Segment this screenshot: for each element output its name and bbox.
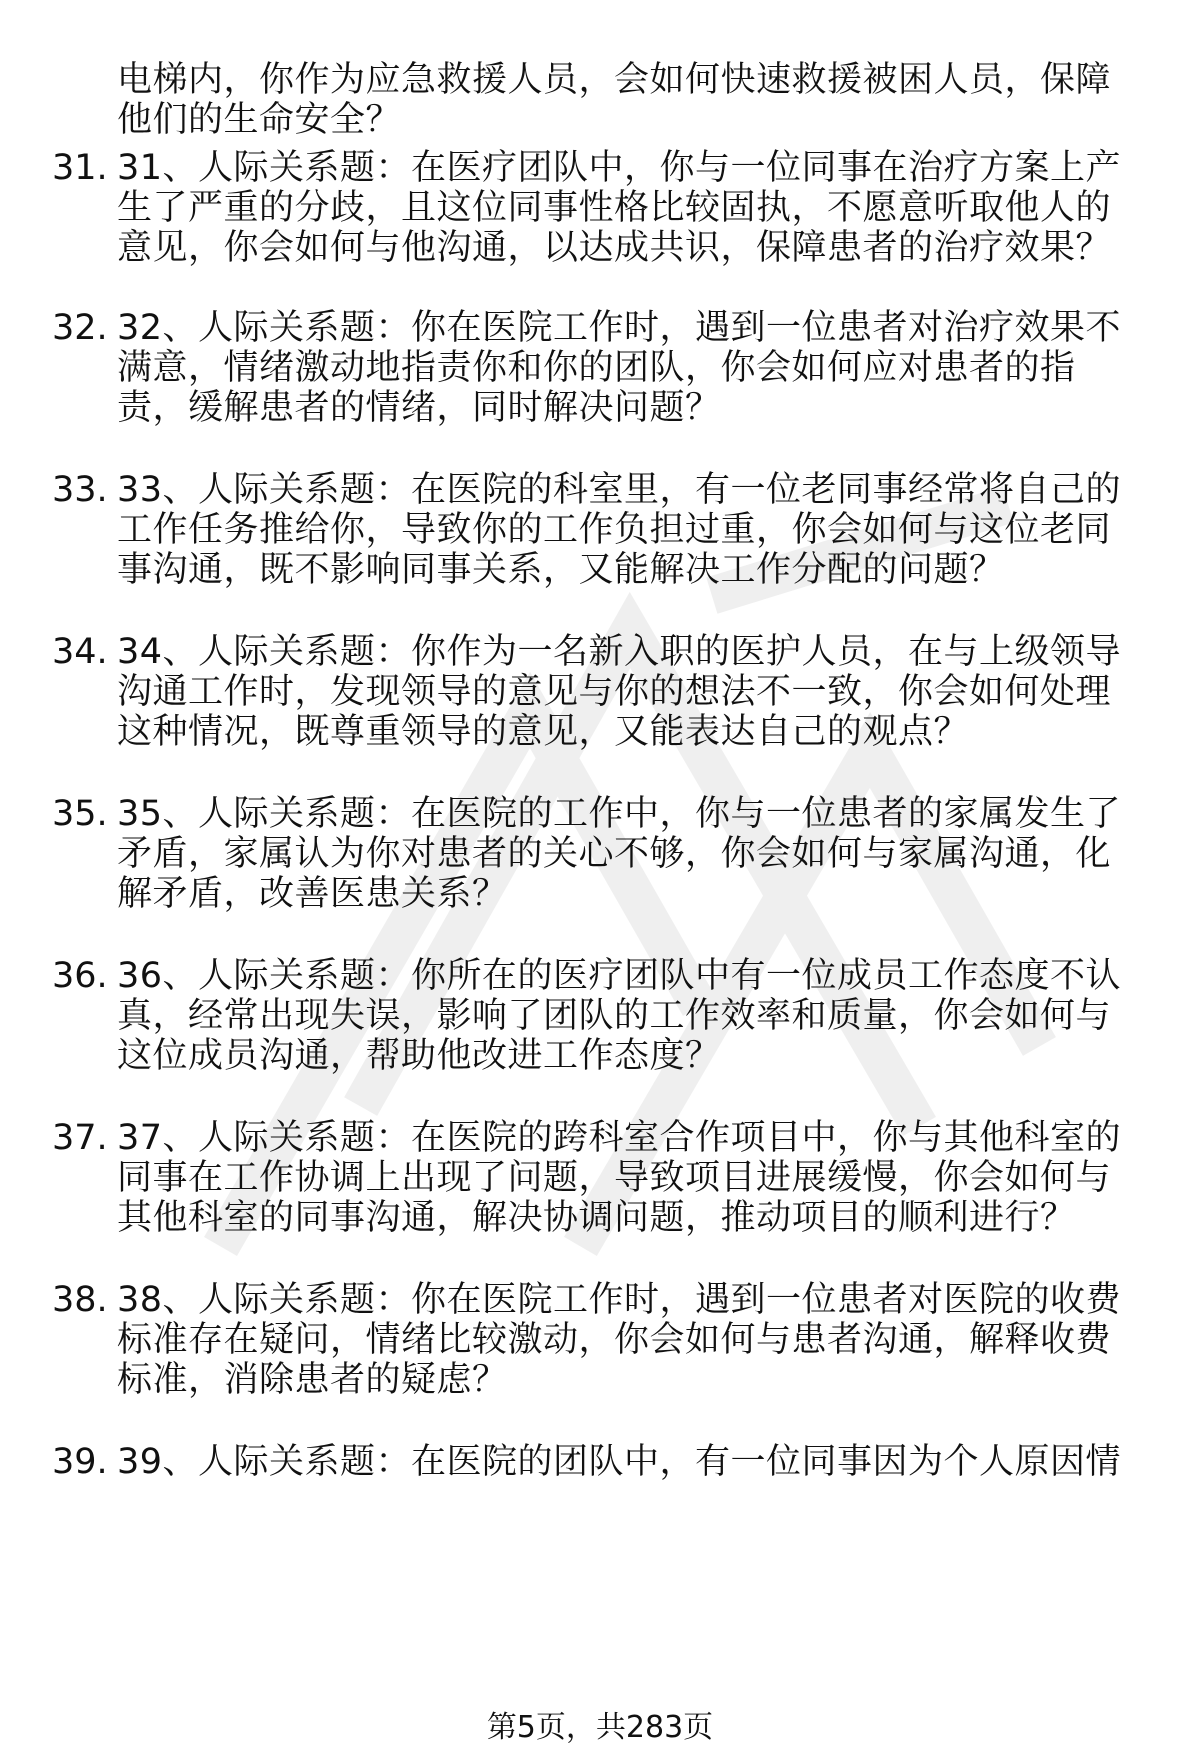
text-line: 解矛盾，改善医患关系？ [117,874,508,914]
text-line: 满意，情绪激动地指责你和你的团队，你会如何应对患者的指 [117,348,1076,388]
text-line: 标准存在疑问，情绪比较激动，你会如何与患者沟通，解释收费 [117,1320,1112,1360]
text-line: 33、人际关系题：在医院的科室里，有一位老同事经常将自己的 [117,470,1122,510]
list-number: 35. [52,794,108,834]
list-number: 31. [52,148,108,188]
text-line: 32、人际关系题：你在医院工作时，遇到一位患者对治疗效果不 [117,308,1122,348]
page-number-footer: 第5页，共283页 [486,1710,714,1745]
text-line: 意见，你会如何与他沟通，以达成共识，保障患者的治疗效果？ [117,228,1112,268]
list-number: 32. [52,308,108,348]
list-number: 33. [52,470,108,510]
text-line: 事沟通，既不影响同事关系，又能解决工作分配的问题？ [117,550,1005,590]
text-line: 真，经常出现失误，影响了团队的工作效率和质量，你会如何与 [117,996,1112,1036]
text-line: 其他科室的同事沟通，解决协调问题，推动项目的顺利进行？ [117,1198,1076,1238]
text-line: 电梯内，你作为应急救援人员，会如何快速救援被困人员，保障 [117,60,1112,100]
text-line: 沟通工作时，发现领导的意见与你的想法不一致，你会如何处理 [117,672,1112,712]
text-line: 这种情况，既尊重领导的意见，又能表达自己的观点？ [117,712,970,752]
text-line: 38、人际关系题：你在医院工作时，遇到一位患者对医院的收费 [117,1280,1122,1320]
text-line: 他们的生命安全？ [117,100,402,140]
list-number: 39. [52,1442,108,1482]
text-line: 39、人际关系题：在医院的团队中，有一位同事因为个人原因情 [117,1442,1122,1482]
text-line: 标准，消除患者的疑虑？ [117,1360,508,1400]
text-line: 这位成员沟通，帮助他改进工作态度？ [117,1036,721,1076]
text-line: 31、人际关系题：在医疗团队中，你与一位同事在治疗方案上产 [117,148,1122,188]
text-line: 生了严重的分歧，且这位同事性格比较固执，不愿意听取他人的 [117,188,1112,228]
list-number: 38. [52,1280,108,1320]
text-line: 同事在工作协调上出现了问题，导致项目进展缓慢，你会如何与 [117,1158,1112,1198]
text-line: 37、人际关系题：在医院的跨科室合作项目中，你与其他科室的 [117,1118,1122,1158]
text-line: 34、人际关系题：你作为一名新入职的医护人员，在与上级领导 [117,632,1122,672]
text-line: 矛盾，家属认为你对患者的关心不够，你会如何与家属沟通，化 [117,834,1112,874]
text-line: 工作任务推给你，导致你的工作负担过重，你会如何与这位老同 [117,510,1112,550]
list-number: 36. [52,956,108,996]
list-number: 37. [52,1118,108,1158]
text-line: 36、人际关系题：你所在的医疗团队中有一位成员工作态度不认 [117,956,1122,996]
text-line: 责，缓解患者的情绪，同时解决问题？ [117,388,721,428]
list-number: 34. [52,632,108,672]
text-line: 35、人际关系题：在医院的工作中，你与一位患者的家属发生了 [117,794,1122,834]
